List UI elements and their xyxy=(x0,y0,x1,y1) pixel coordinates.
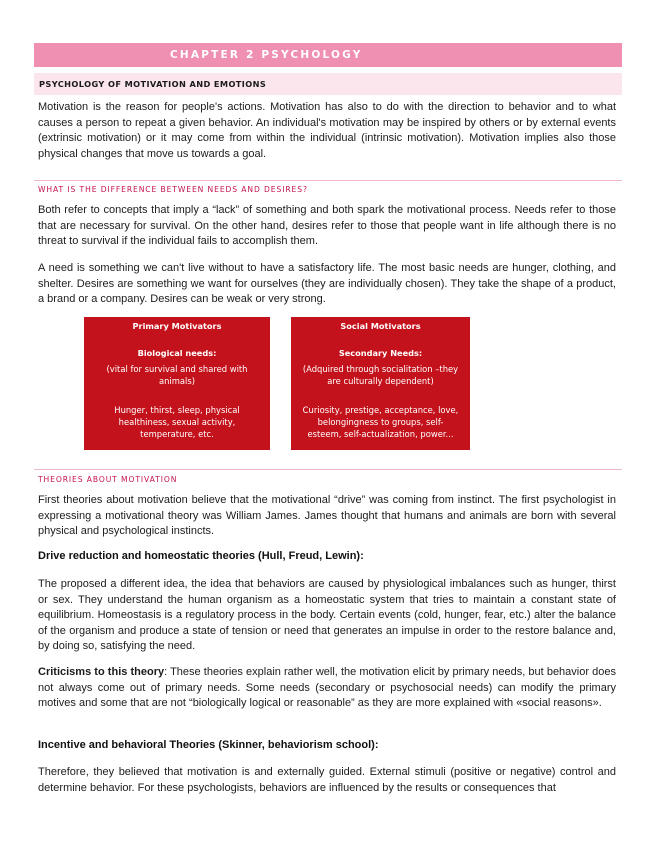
primary-motivators-subtitle: Biological needs: xyxy=(137,348,217,358)
section-title: PSYCHOLOGY OF MOTIVATION AND EMOTIONS xyxy=(39,79,267,89)
incentive-theories-paragraph: Therefore, they believed that motivation is and externally guided. External stimuli (positive or negative) control and determine behavior. For these psychologists, behaviors are influenced by the results or consequences that xyxy=(38,766,616,794)
drive-theories-paragraph: The proposed a different idea, the idea that behaviors are caused by physiological imbalances such as hunger, thirst or sex. They understand the human organism as a homeostatic system that tries to maintain a constant state of equilibrium. Homeostasis is a regulatory process in the body. Certain events (cold, hunger, fear, etc.) alter the balance of the organism and produce a state of tension or need that generates an impulse in order to the restore balance and, by doing so, satisfying the need. xyxy=(38,578,616,653)
criticism-text: : These theories explain rather well, the motivation elicit by primary needs, but behavior does not always come out of primary needs. Some needs (secondary or psychosocial needs) can modify the primary motives and some that are not “biologically logical or reasonable” as they are more explained with «social reasons». xyxy=(38,666,616,710)
social-motivators-examples-1: Curiosity, prestige, acceptance, love, xyxy=(302,405,459,415)
intro-paragraph: Motivation is the reason for people's actions. Motivation has also to do with the direction to behavior and to what causes a person to repeat a given behavior. An individual's motivation may be inspired by others or by external events (extrinsic motivation) or it may come from within the individual (intrinsic motivation). Motivation implies also those physical changes that move us towards a goal. xyxy=(38,101,616,160)
section-title-bar xyxy=(34,73,622,95)
drive-theories-heading: Drive reduction and homeostatic theories (Hull, Freud, Lewin): xyxy=(38,550,364,562)
primary-motivators-box xyxy=(84,317,270,450)
primary-motivators-title: Primary Motivators xyxy=(132,321,222,331)
primary-motivators-desc-2: animals) xyxy=(158,376,195,386)
needs-paragraph-2: A need is something we can't live without to have a satisfactory life. The most basic needs are hunger, clothing, and shelter. Desires are something we want for ourselves (they are individually chosen). They take the shape of a product, a brand or a company. Desires can be weak or very strong. xyxy=(38,262,616,306)
divider xyxy=(34,469,622,470)
needs-heading: WHAT IS THE DIFFERENCE BETWEEN NEEDS AND DESIRES? xyxy=(38,185,308,194)
social-motivators-subtitle: Secondary Needs: xyxy=(338,348,423,358)
chapter-title: CHAPTER 2 PSYCHOLOGY xyxy=(170,49,363,61)
theories-heading: THEORIES ABOUT MOTIVATION xyxy=(38,475,178,484)
incentive-theories-heading: Incentive and behavioral Theories (Skinner, behaviorism school): xyxy=(38,739,379,751)
criticism-label: Criticisms to this theory xyxy=(38,666,165,678)
divider xyxy=(34,180,622,181)
primary-motivators-desc-1: (vital for survival and shared with xyxy=(106,364,248,374)
social-motivators-title: Social Motivators xyxy=(340,321,421,331)
primary-motivators-examples-1: Hunger, thirst, sleep, physical xyxy=(114,405,240,415)
social-motivators-examples-3: esteem, self-actualization, power... xyxy=(307,429,454,439)
needs-paragraph-1: Both refer to concepts that imply a “lack” of something and both spark the motivational process. Needs refer to those that are necessary for survival. On the other hand, desires refer to those that people want in life although there is no threat to survival if the individual fails to accomplish them. xyxy=(38,204,616,248)
social-motivators-desc-1: (Adquired through socialitation –they xyxy=(302,364,459,374)
chapter-title-bar xyxy=(34,43,622,67)
criticism-paragraph xyxy=(38,665,616,712)
primary-motivators-examples-3: temperature, etc. xyxy=(140,429,214,439)
primary-motivators-examples-2: healthiness, sexual activity, xyxy=(118,417,236,427)
theories-paragraph-1: First theories about motivation believe that the motivational “drive” was coming from instinct. The first psychologist in expressing a motivational theory was William James. James thought that humans and animals are born with several physical and psychological instincts. xyxy=(38,494,616,538)
social-motivators-box xyxy=(291,317,470,450)
social-motivators-desc-2: are culturally dependent) xyxy=(327,376,434,386)
social-motivators-examples-2: belongingness to groups, self- xyxy=(317,417,444,427)
